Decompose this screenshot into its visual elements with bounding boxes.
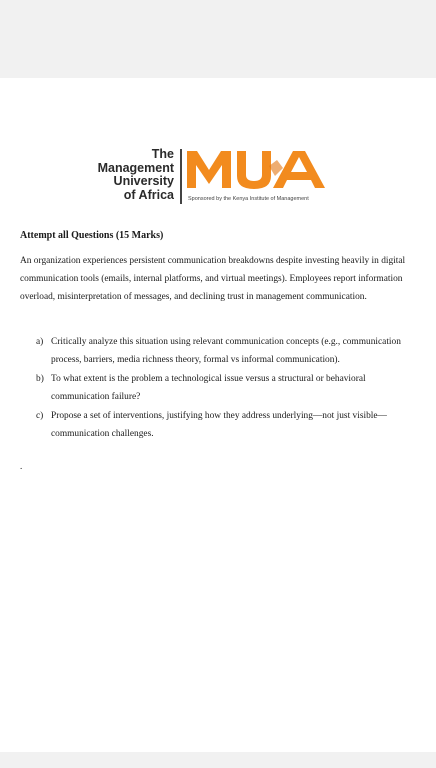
intro-paragraph: An organization experiences persistent communication breakdowns despite investing heavily in digital communication tools (emails, internal platforms, and virtual meetings). Employees report information overload, misinterpretation of messages, and declining trust in management communication. <box>20 256 406 302</box>
logo-sponsor-text: Sponsored by the Kenya Institute of Management <box>188 196 309 202</box>
question-item <box>36 333 420 369</box>
mua-acronym-logo <box>185 148 337 190</box>
logo-university-name <box>98 148 174 202</box>
question-item <box>36 407 420 443</box>
question-marker: a) <box>36 337 44 347</box>
question-text: Critically analyze this situation using relevant communication concepts (e.g., communication process, barriers, media richness theory, formal vs informal communication). <box>51 337 401 365</box>
logo-line: The <box>151 147 174 161</box>
logo-divider <box>180 149 182 204</box>
logo-line: Management <box>97 160 174 175</box>
document-page <box>0 78 436 752</box>
logo-line: of Africa <box>123 187 174 202</box>
question-text: Propose a set of interventions, justifying how they address underlying—not just visible—communication challenges. <box>51 411 387 439</box>
question-marker: b) <box>36 374 44 384</box>
trailing-mark: . <box>20 461 23 471</box>
question-marker: c) <box>36 411 44 421</box>
question-text: To what extent is the problem a technological issue versus a structural or behavioral communication failure? <box>51 374 366 402</box>
mua-logo <box>0 148 436 218</box>
logo-line: University <box>113 174 174 188</box>
question-item <box>36 370 420 406</box>
section-heading: Attempt all Questions (15 Marks) <box>20 230 164 241</box>
question-list <box>36 333 420 444</box>
